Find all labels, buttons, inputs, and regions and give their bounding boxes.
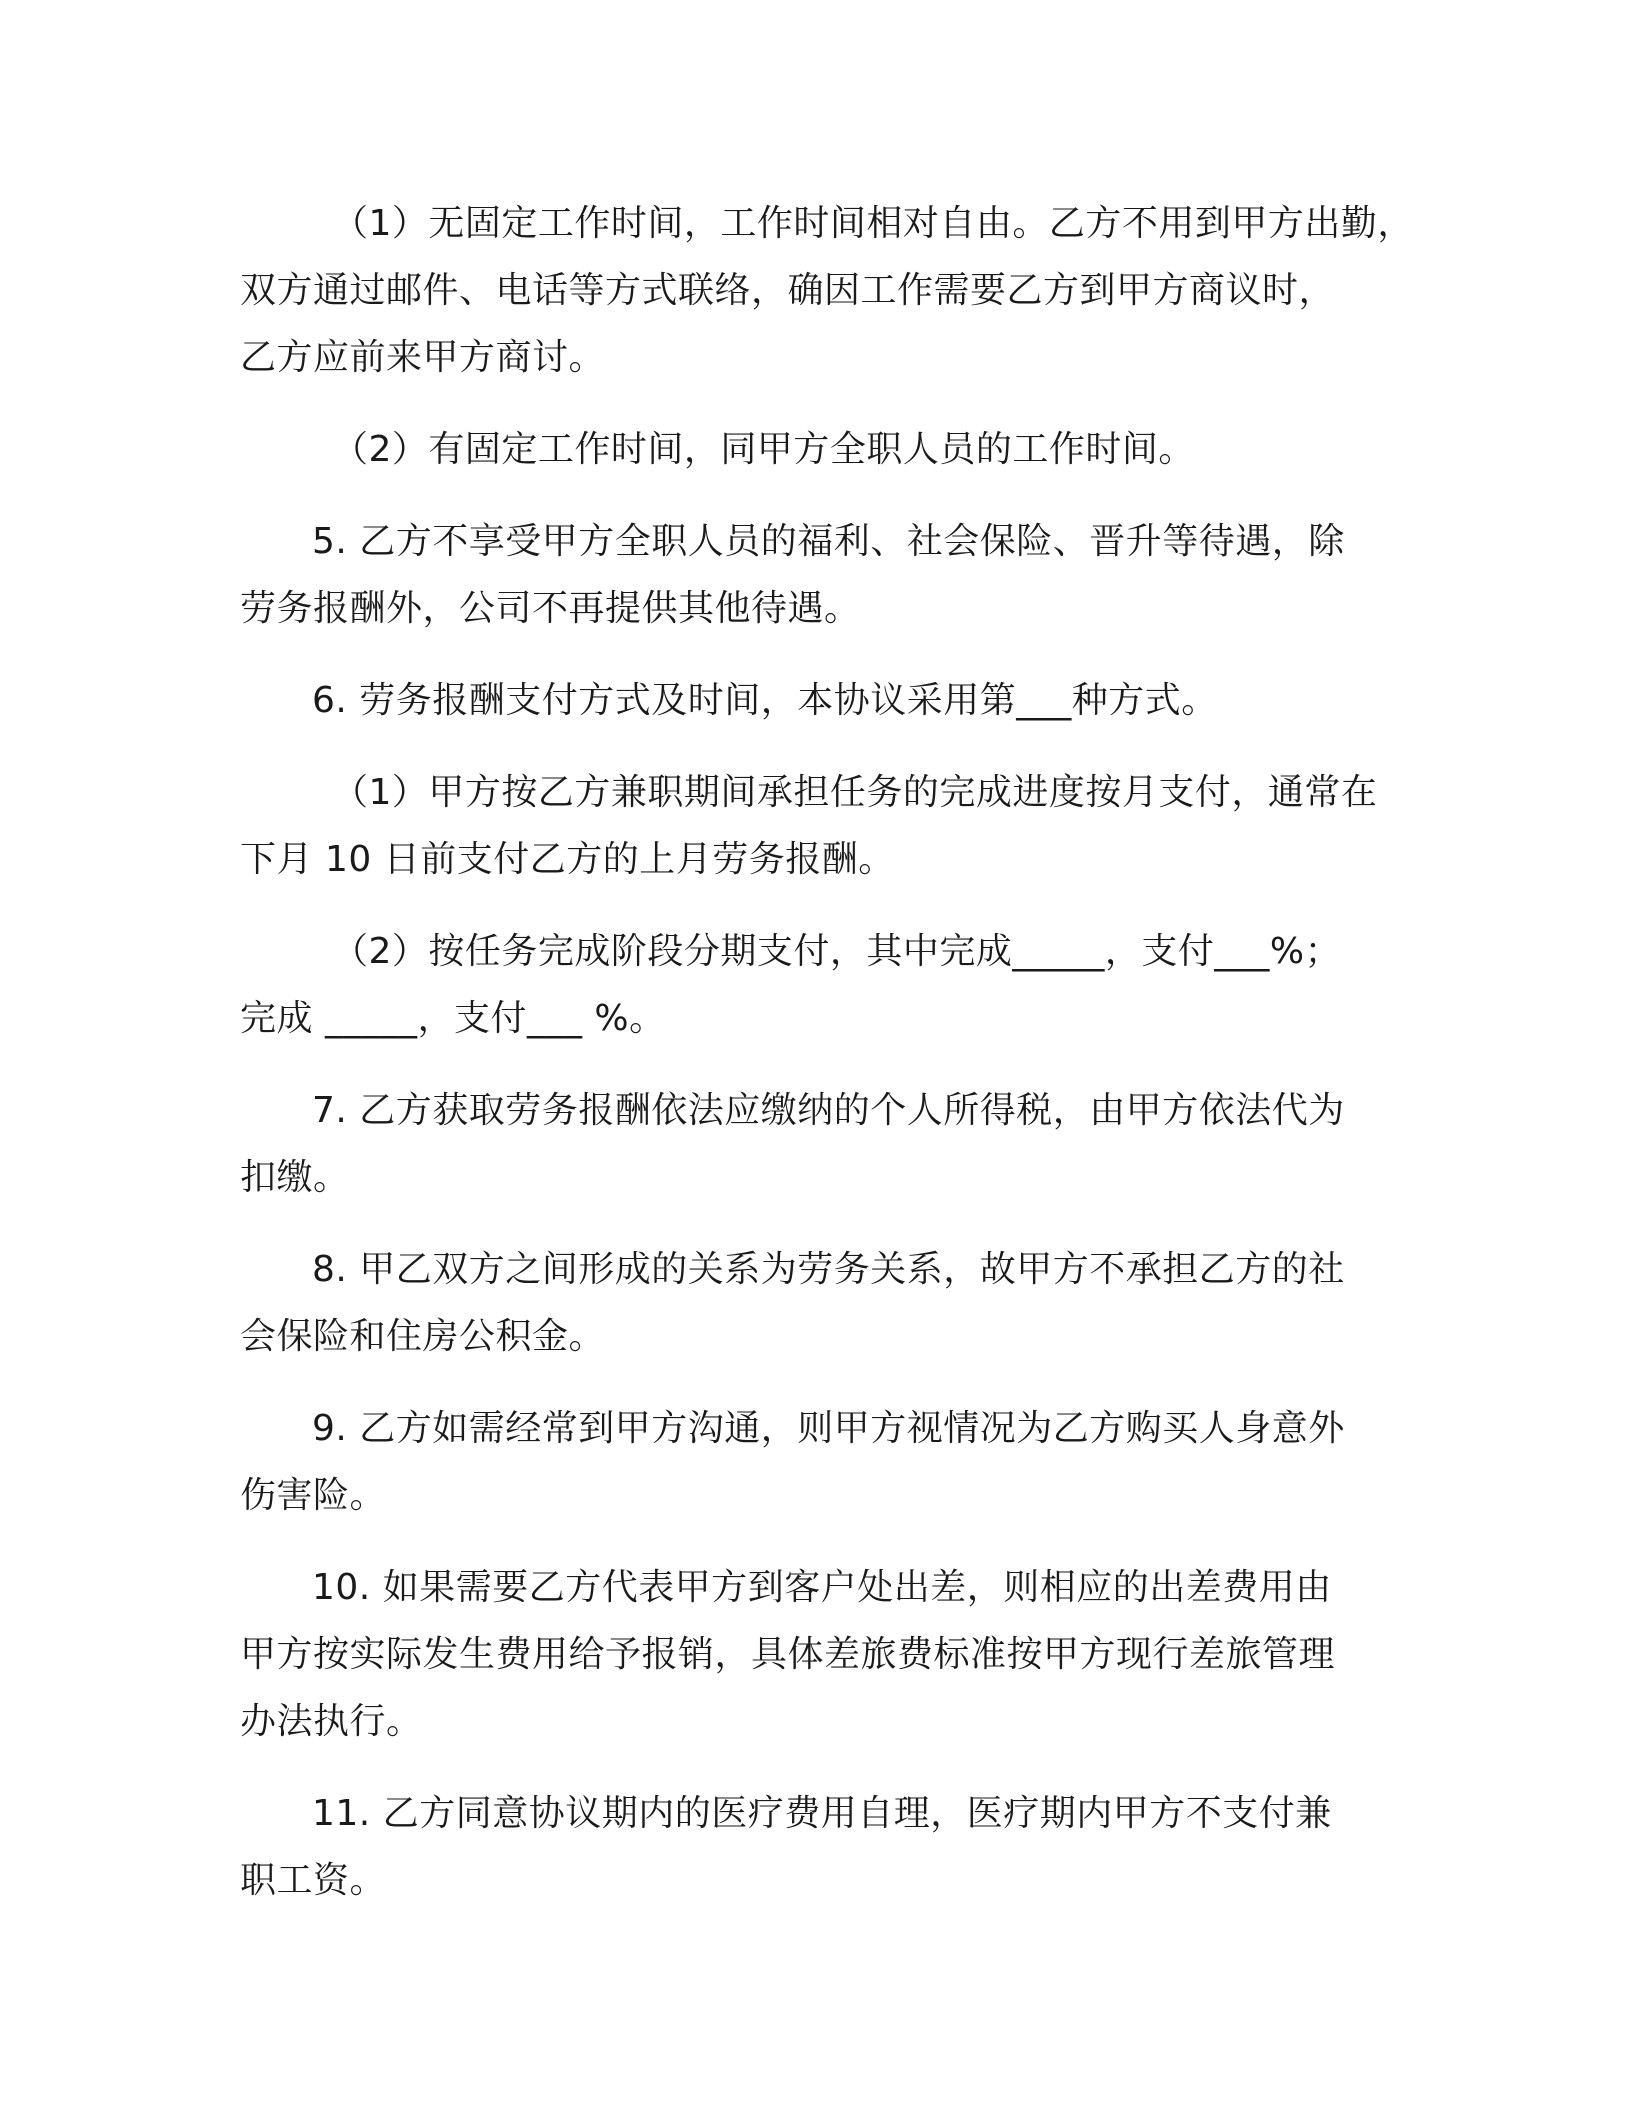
paragraph-clause-9	[240, 1395, 1390, 1529]
text-line: 乙方应前来甲方商讨。	[240, 337, 606, 378]
text-line: 职工资。	[240, 1860, 387, 1901]
paragraph-clause-11	[240, 1780, 1390, 1914]
text-line: （1）甲方按乙方兼职期间承担任务的完成进度按月支付，通常在	[332, 772, 1378, 813]
paragraph-work-time-option-2	[240, 416, 1390, 483]
text-line: 7. 乙方获取劳务报酬依法应缴纳的个人所得税，由甲方依法代为	[312, 1090, 1345, 1131]
text-line: （1）无固定工作时间，工作时间相对自由。乙方不用到甲方出勤，	[332, 203, 1414, 244]
paragraph-clause-7	[240, 1077, 1390, 1211]
paragraph-payment-option-1	[240, 759, 1390, 893]
text-line: 9. 乙方如需经常到甲方沟通，则甲方视情况为乙方购买人身意外	[312, 1408, 1345, 1449]
text-line: （2）有固定工作时间，同甲方全职人员的工作时间。	[332, 429, 1195, 470]
paragraph-work-time-option-1	[240, 190, 1414, 391]
text-line: 劳务报酬外，公司不再提供其他待遇。	[240, 588, 861, 629]
text-line: 双方通过邮件、电话等方式联络，确因工作需要乙方到甲方商议时，	[240, 270, 1336, 311]
paragraph-clause-5	[240, 508, 1390, 642]
text-line: 甲方按实际发生费用给予报销，具体差旅费标准按甲方现行差旅管理	[240, 1634, 1336, 1675]
paragraph-payment-option-2	[240, 918, 1390, 1052]
text-line: 11. 乙方同意协议期内的医疗费用自理，医疗期内甲方不支付兼	[312, 1793, 1332, 1834]
text-line: （2）按任务完成阶段分期支付，其中完成_____，支付___%；	[332, 931, 1342, 972]
text-line: 10. 如果需要乙方代表甲方到客户处出差，则相应的出差费用由	[312, 1567, 1332, 1608]
paragraph-clause-8	[240, 1236, 1390, 1370]
document-body	[240, 190, 1414, 1914]
text-line: 8. 甲乙双方之间形成的关系为劳务关系，故甲方不承担乙方的社	[312, 1249, 1345, 1290]
text-line: 会保险和住房公积金。	[240, 1316, 606, 1357]
paragraph-clause-6	[240, 667, 1390, 734]
text-line: 扣缴。	[240, 1157, 350, 1198]
text-line: 完成 _____，支付___ %。	[240, 998, 666, 1039]
text-line: 伤害险。	[240, 1475, 387, 1516]
paragraph-clause-10	[240, 1554, 1390, 1755]
text-line: 下月 10 日前支付乙方的上月劳务报酬。	[240, 839, 895, 880]
text-line: 6. 劳务报酬支付方式及时间，本协议采用第___种方式。	[312, 680, 1218, 721]
text-line: 办法执行。	[240, 1701, 423, 1742]
text-line: 5. 乙方不享受甲方全职人员的福利、社会保险、晋升等待遇，除	[312, 521, 1345, 562]
